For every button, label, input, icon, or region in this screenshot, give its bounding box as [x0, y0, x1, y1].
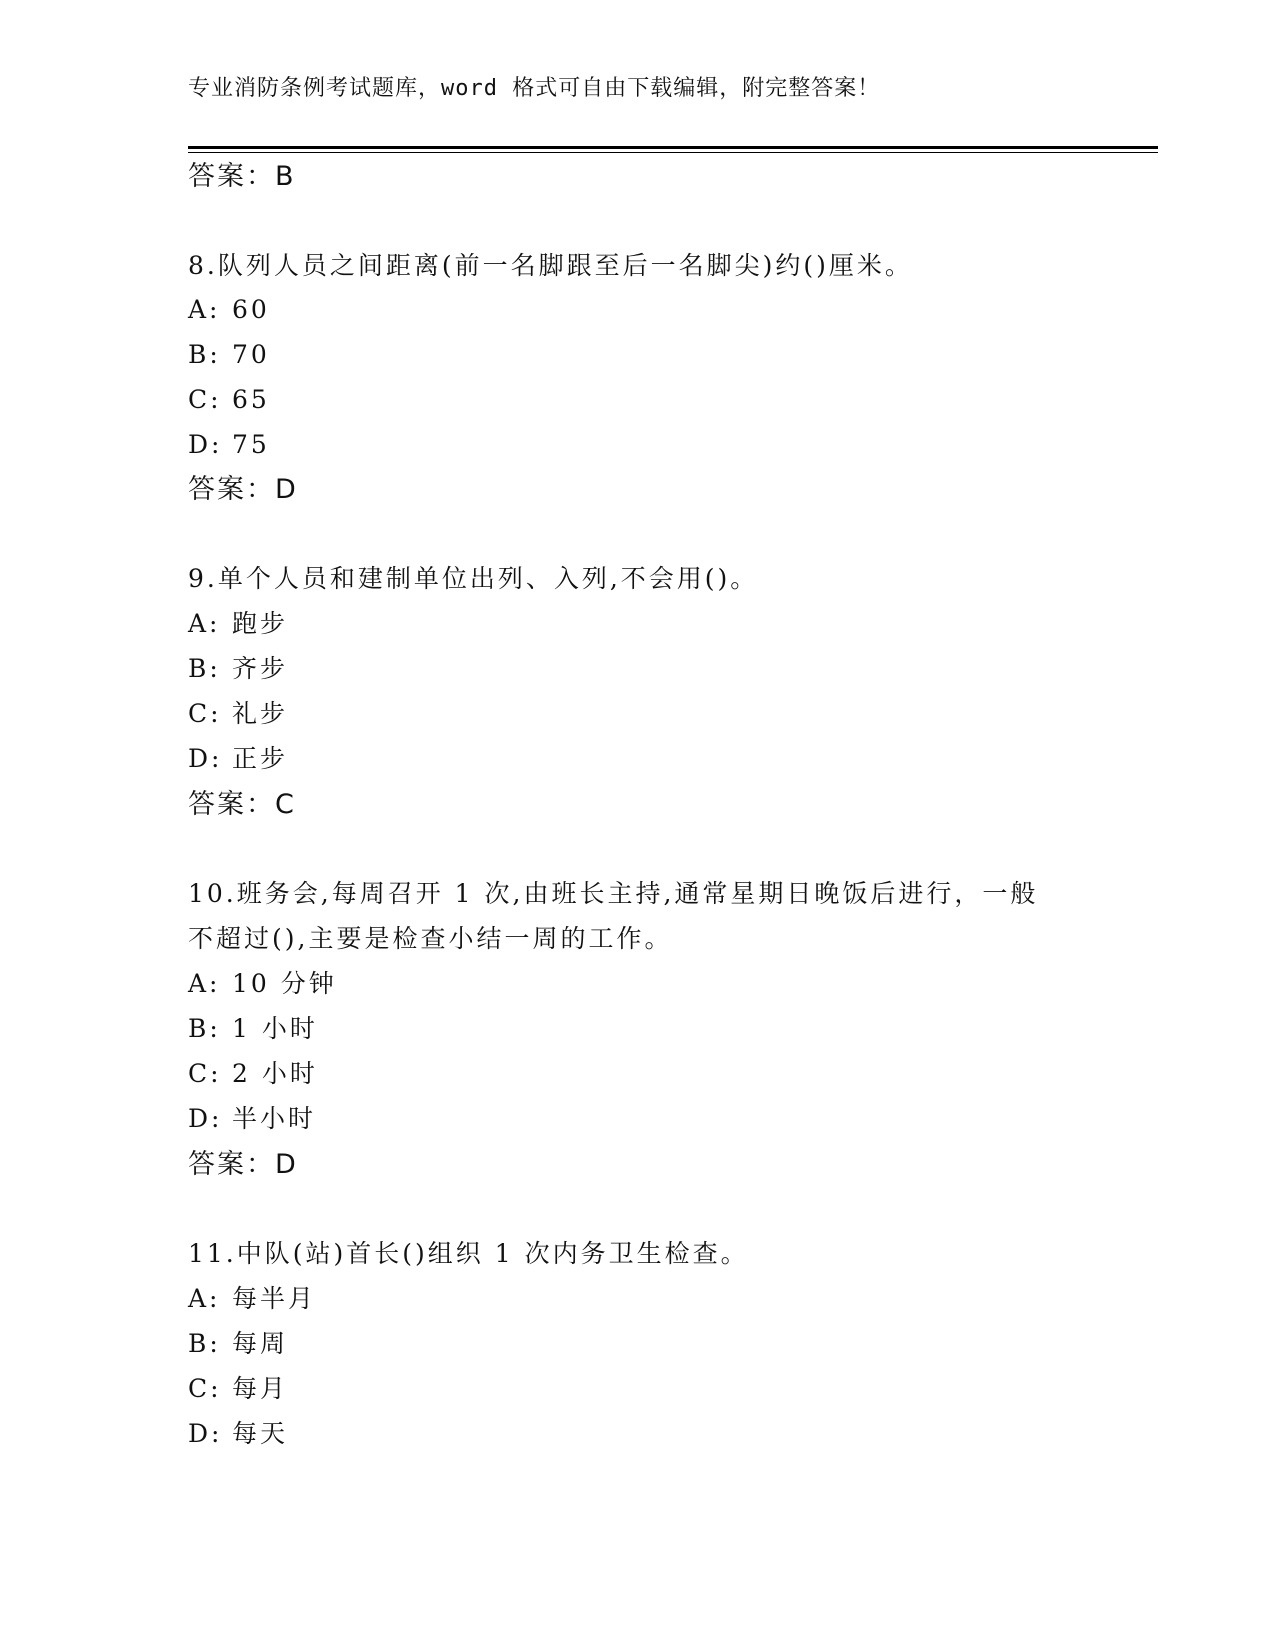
- question-9-answer: 答案：C: [188, 789, 296, 820]
- header-divider-thin: [188, 152, 1158, 153]
- option-text: 60: [232, 295, 270, 324]
- question-10-option-a: [188, 968, 337, 1000]
- option-text: 65: [232, 385, 270, 414]
- question-8-answer: 答案：D: [188, 474, 298, 505]
- option-text: 礼步: [232, 699, 289, 728]
- option-letter: B:: [188, 1329, 221, 1358]
- option-letter: A:: [188, 295, 221, 324]
- page-header: 专业消防条例考试题库，word 格式可自由下载编辑，附完整答案！: [188, 76, 881, 101]
- option-text: 2 小时: [232, 1059, 318, 1088]
- option-letter: D:: [188, 744, 223, 773]
- question-11-option-a: [188, 1283, 316, 1315]
- option-text: 半小时: [232, 1104, 317, 1133]
- option-text: 齐步: [232, 654, 289, 683]
- question-8-option-c: [188, 384, 270, 416]
- question-10-option-c: [188, 1058, 318, 1090]
- option-text: 每半月: [232, 1284, 317, 1313]
- question-8-option-a: [188, 294, 270, 326]
- option-text: 每周: [232, 1329, 289, 1358]
- option-letter: D:: [188, 1104, 223, 1133]
- answer-previous: 答案：B: [188, 161, 296, 192]
- question-11-option-c: [188, 1373, 288, 1405]
- option-letter: C:: [188, 1059, 222, 1088]
- option-text: 每天: [232, 1419, 289, 1448]
- option-text: 1 小时: [232, 1014, 318, 1043]
- option-letter: C:: [188, 1374, 222, 1403]
- option-text: 10 分钟: [232, 969, 337, 998]
- question-9-option-a: [188, 608, 288, 640]
- option-letter: D:: [188, 430, 223, 459]
- question-9-stem: 9.单个人员和建制单位出列、入列,不会用()。: [188, 564, 759, 593]
- question-8-stem: 8.队列人员之间距离(前一名脚跟至后一名脚尖)约()厘米。: [188, 251, 913, 280]
- question-8-option-b: [188, 339, 270, 371]
- option-letter: A:: [188, 969, 221, 998]
- option-text: 75: [232, 430, 270, 459]
- question-10-option-b: [188, 1013, 318, 1045]
- question-9-option-b: [188, 653, 288, 685]
- question-8-option-d: [188, 429, 270, 461]
- option-letter: A:: [188, 609, 221, 638]
- question-11-option-d: [188, 1418, 288, 1450]
- option-text: 正步: [232, 744, 289, 773]
- option-letter: D:: [188, 1419, 223, 1448]
- question-11-option-b: [188, 1328, 288, 1360]
- question-10-option-d: [188, 1103, 316, 1135]
- option-text: 每月: [232, 1374, 289, 1403]
- option-letter: C:: [188, 385, 222, 414]
- option-letter: B:: [188, 654, 221, 683]
- header-divider-thick: [188, 146, 1158, 149]
- question-10-stem-line-1: 10.班务会,每周召开 1 次,由班长主持,通常星期日晚饭后进行，一般: [188, 879, 1039, 908]
- question-9-option-d: [188, 743, 288, 775]
- question-10-stem-line-2: 不超过(),主要是检查小结一周的工作。: [188, 924, 673, 953]
- question-10-answer: 答案：D: [188, 1149, 298, 1180]
- option-letter: B:: [188, 340, 221, 369]
- option-letter: A:: [188, 1284, 221, 1313]
- option-letter: C:: [188, 699, 222, 728]
- option-letter: B:: [188, 1014, 221, 1043]
- option-text: 跑步: [232, 609, 289, 638]
- option-text: 70: [232, 340, 270, 369]
- question-9-option-c: [188, 698, 288, 730]
- question-11-stem: 11.中队(站)首长()组织 1 次内务卫生检查。: [188, 1239, 749, 1268]
